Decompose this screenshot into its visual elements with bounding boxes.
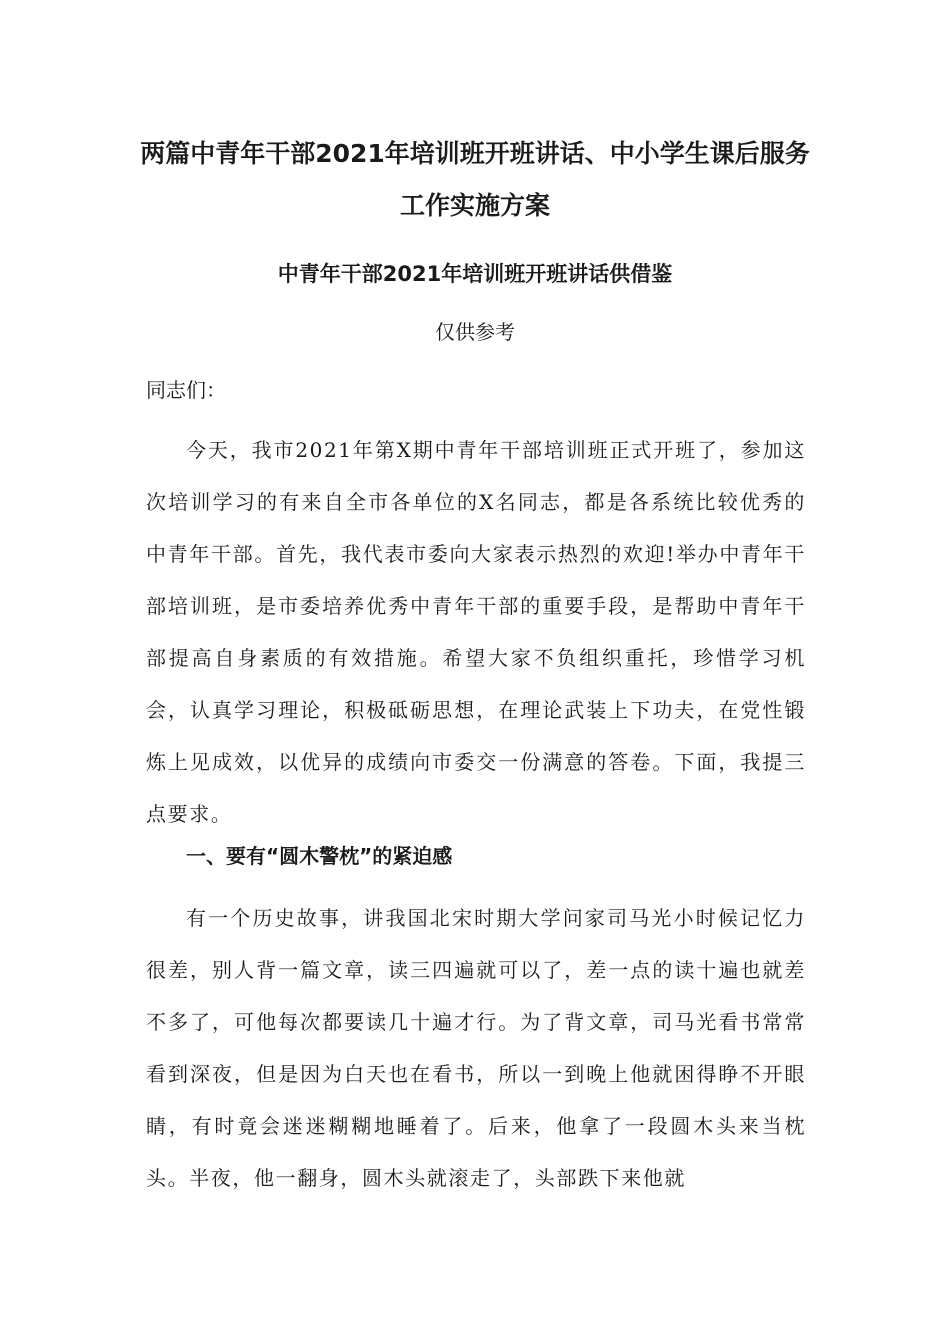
paragraph-intro: 今天，我市2021年第X期中青年干部培训班正式开班了，参加这次培训学习的有来自全市各单位的X名同志，都是各系统比较优秀的中青年干部。首先，我代表市委向大家表示热烈的欢迎!举办中青年干部培训班，是市委培养优秀中青年干部的重要手段，是帮助中青年干部提高自身素质的有效措施。希望大家不负组织重托，珍惜学习机会，认真学习理论，积极砥砺思想，在理论武装上下功夫，在党性锻炼上见成效，以优异的成绩向市委交一份满意的答卷。下面，我提三点要求。 [146,438,806,826]
section-heading-1: 一、要有“圆木警枕”的紧迫感 [186,844,453,868]
salutation: 同志们： [146,378,226,402]
paragraph-story: 有一个历史故事，讲我国北宋时期大学问家司马光小时候记忆力很差，别人背一篇文章，读三四遍就可以了，差一点的读十遍也就差不多了，可他每次都要读几十遍才行。为了背文章，司马光看书常常看到深夜，但是因为白天也在看书，所以一到晚上他就困得睁不开眼睛，有时竟会迷迷糊糊地睡着了。后来，他拿了一段圆木头来当枕头。半夜，他一翻身，圆木头就滚走了，头部跌下来他就 [146,906,806,1190]
document-subtitle: 中青年干部2021年培训班开班讲话供借鉴 [277,262,673,286]
document-title: 两篇中青年干部2021年培训班开班讲话、中小学生课后服务工作实施方案 [140,139,810,220]
reference-note: 仅供参考 [435,320,515,344]
